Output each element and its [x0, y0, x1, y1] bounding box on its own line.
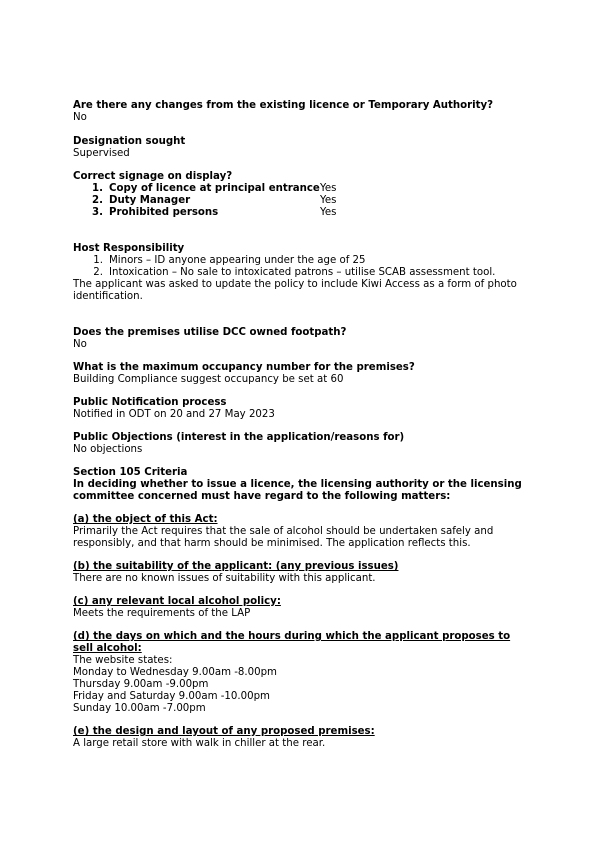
- policy-text: Meets the requirements of the LAP: [73, 608, 251, 619]
- changes-heading: Are there any changes from the existing licence or Temporary Authority?: [73, 100, 494, 111]
- suitability-section: [73, 561, 533, 585]
- object-section: [73, 514, 533, 550]
- notification-heading: Public Notification process: [73, 397, 227, 408]
- changes-section: [73, 100, 533, 124]
- suitability-text: There are no known issues of suitability with this applicant.: [73, 573, 376, 584]
- days-line: Sunday 10.00am -7.00pm: [73, 703, 206, 714]
- notification-section: [73, 397, 533, 421]
- occupancy-answer: Building Compliance suggest occupancy be set at 60: [73, 374, 344, 385]
- changes-answer: No: [73, 112, 87, 123]
- signage-item-number: 1.: [92, 183, 103, 194]
- criteria-section: [73, 467, 533, 503]
- criteria-intro: In deciding whether to issue a licence, the licensing authority or the licensing committee concerned must have regard to the following matters:: [73, 479, 522, 502]
- objections-answer: No objections: [73, 444, 143, 455]
- signage-item-answer: Yes: [320, 207, 337, 218]
- footpath-section: [73, 327, 533, 351]
- signage-item: [73, 207, 533, 219]
- signage-item-answer: Yes: [320, 183, 337, 194]
- object-text: Primarily the Act requires that the sale of alcohol should be undertaken safely and responsibly, and that harm should be minimised. The application reflects this.: [73, 526, 494, 549]
- host-section: [73, 243, 533, 303]
- footpath-heading: Does the premises utilise DCC owned footpath?: [73, 327, 347, 338]
- host-item: [73, 267, 533, 279]
- designation-heading: Designation sought: [73, 136, 186, 147]
- design-section: [73, 726, 533, 750]
- days-heading: (d) the days on which and the hours during which the applicant proposes to sell alcohol:: [73, 631, 511, 654]
- host-item-text: Minors – ID anyone appearing under the age of 25: [109, 255, 366, 266]
- occupancy-heading: What is the maximum occupancy number for the premises?: [73, 362, 415, 373]
- signage-item-label: Prohibited persons: [109, 207, 219, 218]
- days-line: Monday to Wednesday 9.00am -8.00pm: [73, 667, 277, 678]
- notification-answer: Notified in ODT on 20 and 27 May 2023: [73, 409, 275, 420]
- host-item-number: 1.: [93, 255, 103, 266]
- signage-item-number: 2.: [92, 195, 103, 206]
- host-item: [73, 255, 533, 267]
- design-text: A large retail store with walk in chiller at the rear.: [73, 738, 326, 749]
- policy-section: [73, 596, 533, 620]
- days-line: Thursday 9.00am -9.00pm: [73, 679, 209, 690]
- objections-heading: Public Objections (interest in the application/reasons for): [73, 432, 405, 443]
- signage-item: [73, 195, 533, 207]
- signage-heading: Correct signage on display?: [73, 171, 233, 182]
- signage-item-number: 3.: [92, 207, 103, 218]
- criteria-heading: Section 105 Criteria: [73, 467, 188, 478]
- occupancy-section: [73, 362, 533, 386]
- signage-section: [73, 171, 533, 219]
- signage-item-label: Copy of licence at principal entrance: [109, 183, 320, 194]
- policy-heading: (c) any relevant local alcohol policy:: [73, 596, 281, 607]
- host-item-text: Intoxication – No sale to intoxicated patrons – utilise SCAB assessment tool.: [109, 267, 496, 278]
- signage-item-answer: Yes: [320, 195, 337, 206]
- objections-section: [73, 432, 533, 456]
- days-line: Friday and Saturday 9.00am -10.00pm: [73, 691, 270, 702]
- footpath-answer: No: [73, 339, 87, 350]
- object-heading: (a) the object of this Act:: [73, 514, 218, 525]
- designation-answer: Supervised: [73, 148, 130, 159]
- design-heading: (e) the design and layout of any proposed premises:: [73, 726, 375, 737]
- designation-section: [73, 136, 533, 160]
- days-line: The website states:: [73, 655, 173, 666]
- document-page: [73, 100, 533, 750]
- signage-item: [73, 183, 533, 195]
- suitability-heading: (b) the suitability of the applicant: (any previous issues): [73, 561, 399, 572]
- days-section: [73, 631, 533, 715]
- host-heading: Host Responsibility: [73, 243, 185, 254]
- host-note: The applicant was asked to update the policy to include Kiwi Access as a form of photo identification.: [73, 279, 517, 302]
- signage-item-label: Duty Manager: [109, 195, 191, 206]
- host-item-number: 2.: [93, 267, 103, 278]
